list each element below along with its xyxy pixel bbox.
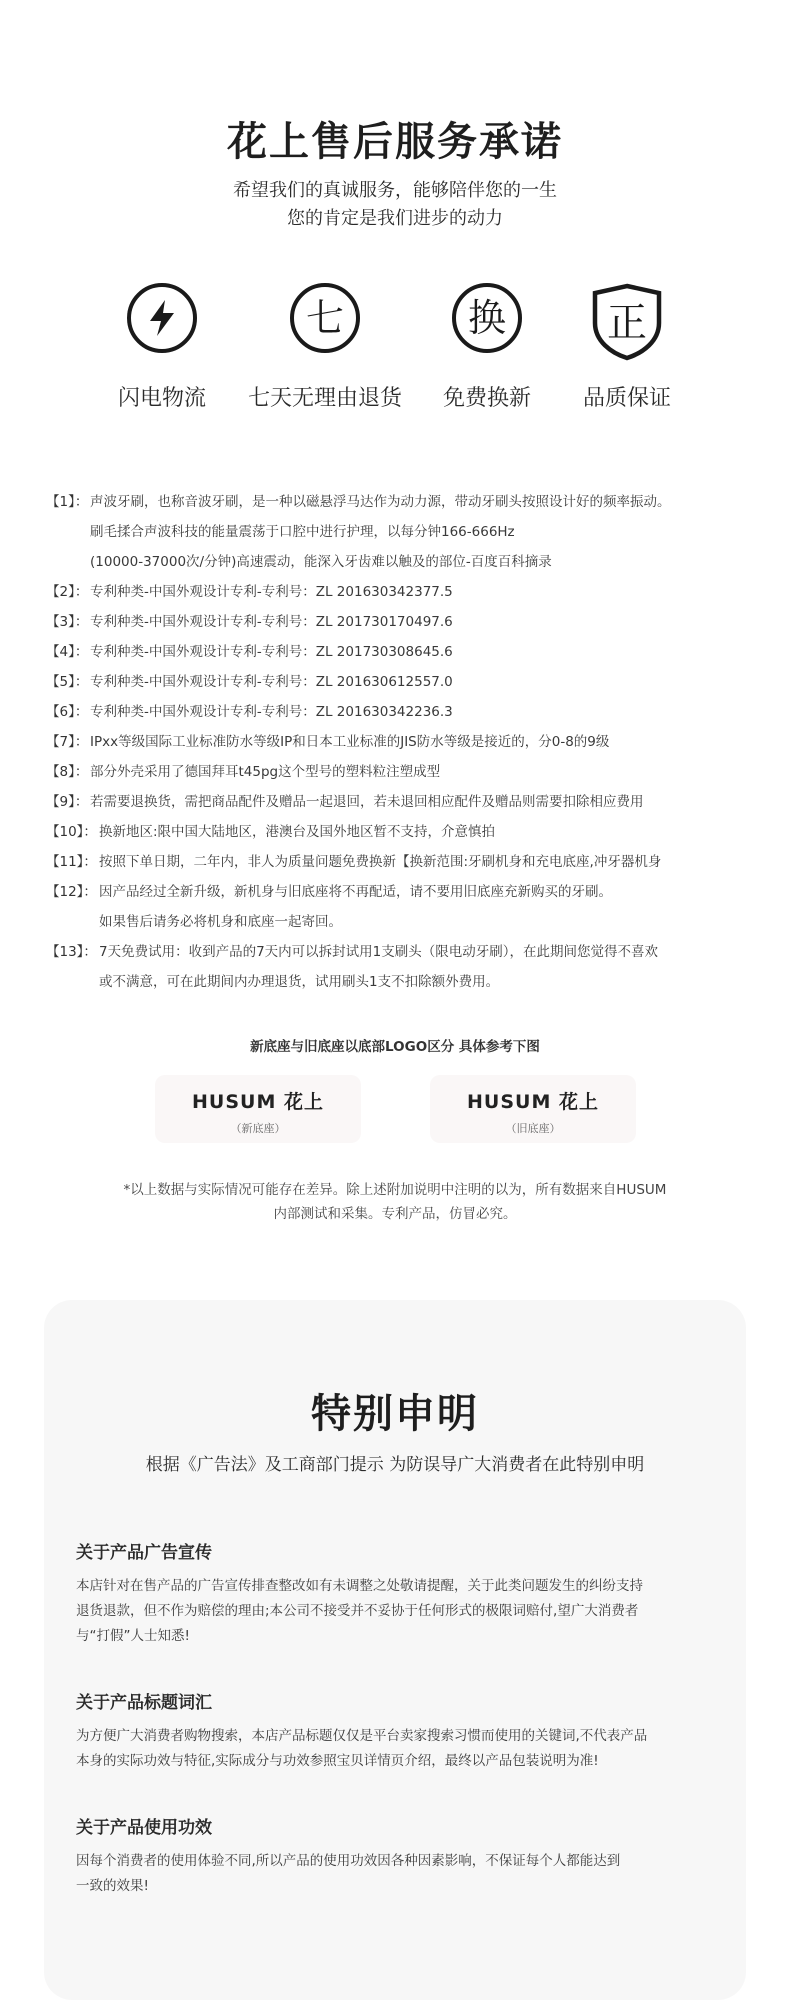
note-text: 专利种类-中国外观设计专利-专利号：ZL 201730170497.6 [90, 614, 453, 630]
section-body-title-words [76, 1724, 716, 1774]
feature-label: 品质保证 [582, 386, 671, 411]
section-line: 退货退款，但不作为赔偿的理由;本公司不接受并不妥协于任何形式的极限词赔付,望广大消费者 [76, 1603, 639, 1619]
note-text: 部分外壳采用了德国拜耳t45pg这个型号的塑料粒注塑成型 [90, 764, 441, 780]
notes-list [46, 487, 746, 997]
logo-compare-title: 新底座与旧底座以底部LOGO区分 具体参考下图 [250, 1039, 540, 1055]
note-row [46, 907, 746, 937]
section-body-efficacy [76, 1849, 716, 1899]
note-text: (10000-37000次/分钟)高速震动，能深入牙齿难以触及的部位-百度百科摘录 [90, 554, 552, 570]
note-tag: 【9】： [46, 794, 89, 810]
note-text: 如果售后请务必将机身和底座一起寄回。 [99, 914, 342, 930]
note-text: 或不满意，可在此期间内办理退货，试用刷头1支不扣除额外费用。 [99, 974, 500, 990]
note-row [46, 877, 746, 907]
disclaimer-line-1: *以上数据与实际情况可能存在差异。除上述附加说明中注明的以为，所有数据来自HUSUM [123, 1182, 667, 1198]
seven-icon: 七 [290, 283, 360, 353]
note-row [46, 787, 746, 817]
section-heading-title-words: 关于产品标题词汇 [76, 1693, 212, 1713]
note-row [46, 937, 746, 967]
note-tag: 【13】： [46, 944, 97, 960]
note-tag: 【10】： [46, 824, 97, 840]
note-row [46, 967, 746, 997]
section-line: 因每个消费者的使用体验不同,所以产品的使用功效因各种因素影响，不保证每个人都能达到 [76, 1853, 621, 1869]
old-base-label: （旧底座） [505, 1122, 561, 1135]
service-features [0, 283, 790, 423]
section-heading-advertising: 关于产品广告宣传 [76, 1543, 212, 1563]
note-row [46, 577, 746, 607]
note-tag: 【2】： [46, 584, 89, 600]
feature-fast-logistics [82, 283, 242, 412]
section-line: 本身的实际功效与特征,实际成分与功效参照宝贝详情页介绍，最终以产品包装说明为准! [76, 1753, 599, 1769]
section-line: 与“打假”人士知悉! [76, 1628, 190, 1644]
new-base-card [155, 1075, 361, 1143]
note-row [46, 727, 746, 757]
note-tag: 【8】： [46, 764, 89, 780]
new-base-label: （新底座） [230, 1122, 286, 1135]
note-tag: 【6】： [46, 704, 89, 720]
note-text: 专利种类-中国外观设计专利-专利号：ZL 201630342377.5 [90, 584, 453, 600]
note-row [46, 847, 746, 877]
feature-label: 闪电物流 [117, 386, 206, 411]
husum-logo-old: HUSUM 花上 [467, 1091, 599, 1113]
subtitle-line-2: 您的肯定是我们进步的动力 [287, 208, 503, 229]
note-row [46, 637, 746, 667]
subtitle-line-1: 希望我们的真诚服务，能够陪伴您的一生 [233, 180, 557, 201]
note-text: 因产品经过全新升级，新机身与旧底座将不再配适，请不要用旧底座充新购买的牙刷。 [99, 884, 612, 900]
note-row [46, 697, 746, 727]
note-text: 按照下单日期，二年内，非人为质量问题免费换新【换新范围:牙刷机身和充电底座,冲牙器机身 [99, 854, 662, 870]
note-row [46, 487, 746, 517]
lightning-icon [127, 283, 197, 353]
note-text: 专利种类-中国外观设计专利-专利号：ZL 201730308645.6 [90, 644, 453, 660]
page-title: 花上售后服务承诺 [227, 119, 563, 165]
note-tag: 【7】： [46, 734, 89, 750]
feature-label: 免费换新 [442, 386, 531, 411]
feature-quality-guarantee [547, 283, 707, 412]
note-text: 7天免费试用：收到产品的7天内可以拆封试用1支刷头（限电动牙刷），在此期间您觉得不喜欢 [99, 944, 659, 960]
note-tag: 【12】： [46, 884, 97, 900]
section-line: 为方便广大消费者购物搜索，本店产品标题仅仅是平台卖家搜索习惯而使用的关键词,不代表产品 [76, 1728, 648, 1744]
section-heading-efficacy: 关于产品使用功效 [76, 1818, 212, 1838]
feature-seven-day-return [245, 283, 405, 412]
exchange-icon: 换 [452, 283, 522, 353]
feature-label: 七天无理由退货 [247, 386, 402, 411]
note-row [46, 547, 746, 577]
note-text: 专利种类-中国外观设计专利-专利号：ZL 201630342236.3 [90, 704, 453, 720]
section-line: 一致的效果! [76, 1878, 149, 1894]
note-tag: 【5】： [46, 674, 89, 690]
feature-free-exchange [407, 283, 567, 412]
disclaimer [80, 1178, 710, 1226]
note-text: 声波牙刷，也称音波牙刷，是一种以磁悬浮马达作为动力源，带动牙刷头按照设计好的频率振动。 [90, 494, 671, 510]
shield-icon: 正 [591, 283, 663, 361]
note-tag: 【4】： [46, 644, 89, 660]
special-statement-panel [44, 1300, 746, 2000]
section-body-advertising [76, 1574, 716, 1649]
note-text: 换新地区:限中国大陆地区，港澳台及国外地区暂不支持，介意慎拍 [99, 824, 496, 840]
disclaimer-line-2: 内部测试和采集。专利产品，仿冒必究。 [273, 1206, 517, 1222]
old-base-card [430, 1075, 636, 1143]
special-subtitle: 根据《广告法》及工商部门提示 为防误导广大消费者在此特别申明 [145, 1455, 645, 1475]
note-text: IPxx等级国际工业标准防水等级IP和日本工业标准的JIS防水等级是接近的，分0-8的9级 [90, 734, 610, 750]
section-line: 本店针对在售产品的广告宣传排查整改如有未调整之处敬请提醒，关于此类问题发生的纠纷支持 [76, 1578, 643, 1594]
note-row [46, 517, 746, 547]
note-text: 专利种类-中国外观设计专利-专利号：ZL 201630612557.0 [90, 674, 453, 690]
note-row [46, 757, 746, 787]
note-row [46, 817, 746, 847]
husum-logo-new: HUSUM 花上 [192, 1091, 324, 1113]
note-tag: 【1】： [46, 494, 89, 510]
note-text: 若需要退换货，需把商品配件及赠品一起退回，若未退回相应配件及赠品则需要扣除相应费用 [90, 794, 644, 810]
note-text: 刷毛揉合声波科技的能量震荡于口腔中进行护理，以每分钟166-666Hz [90, 524, 515, 540]
note-row [46, 667, 746, 697]
note-tag: 【3】： [46, 614, 89, 630]
note-row [46, 607, 746, 637]
special-title: 特别申明 [311, 1391, 479, 1437]
note-tag: 【11】： [46, 854, 97, 870]
